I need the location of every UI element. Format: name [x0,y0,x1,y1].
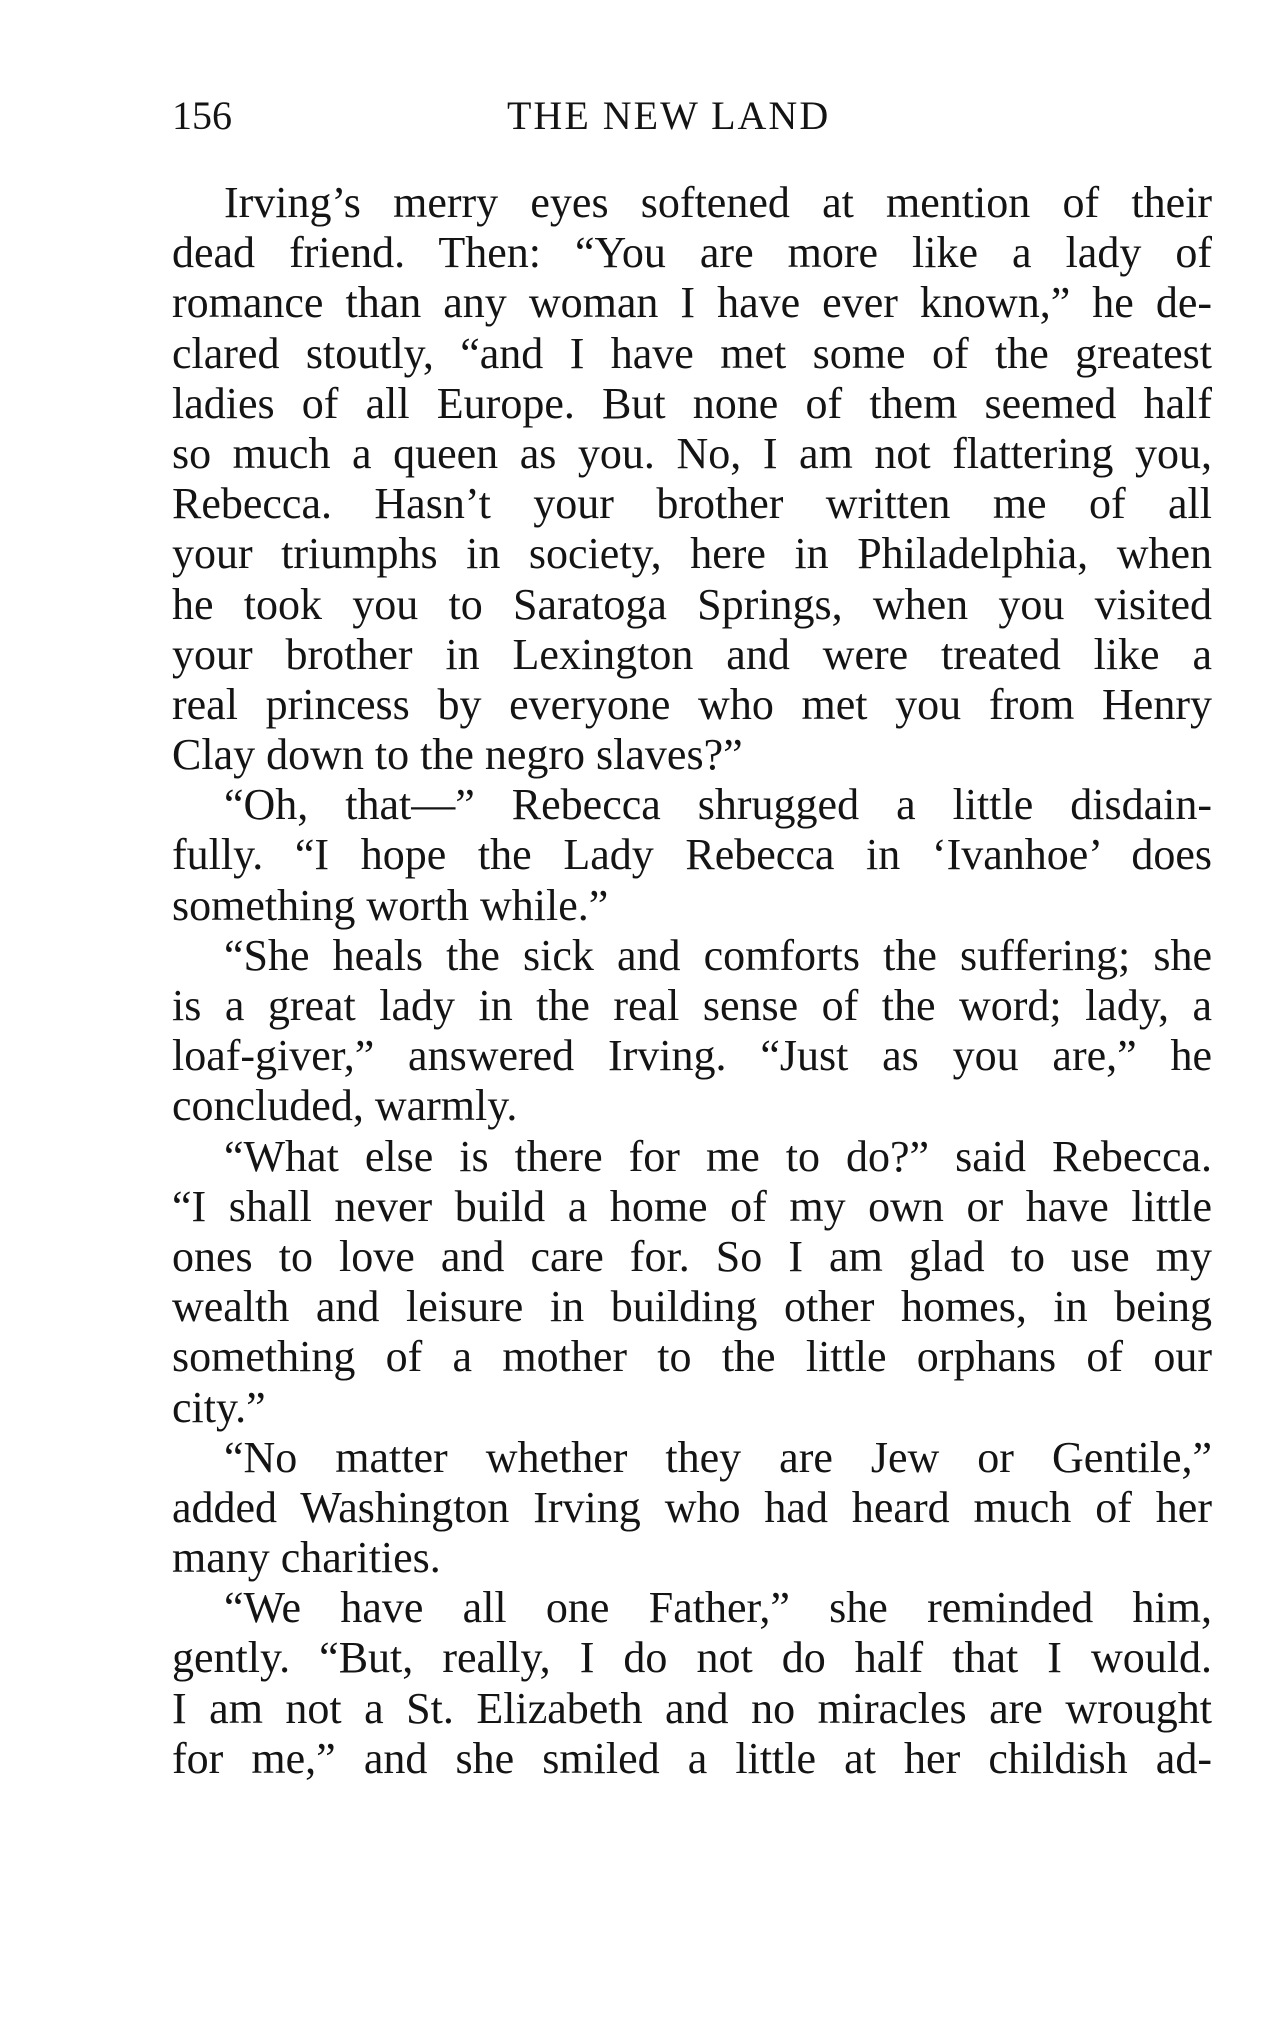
text-line: is a great lady in the real sense of the word; lady, a [172,981,1212,1030]
text-line: for me,” and she smiled a little at her childish ad- [172,1733,1212,1783]
text-line: I am not a St. Elizabeth and no miracles are wrought [172,1683,1212,1733]
text-line: “We have all one Father,” she reminded him, [224,1583,1212,1633]
text-line: Clay down to the negro slaves?” [172,730,743,780]
text-line: ones to love and care for. So I am glad to use my [172,1231,1212,1281]
text-line: loaf-giver,” answered Irving. “Just as you are,” he [172,1031,1212,1081]
text-line: clared stoutly, “and I have met some of the greatest [172,328,1212,378]
text-line: he took you to Saratoga Springs, when you visited [172,579,1212,629]
text-line: dead friend. Then: “You are more like a lady of [172,228,1212,278]
text-line: many charities. [172,1533,441,1583]
text-line: ladies of all Europe. But none of them seemed half [172,378,1212,428]
text-line: Irving’s merry eyes softened at mention of their [224,178,1212,227]
running-title: THE NEW LAND [507,93,831,138]
text-line: “She heals the sick and comforts the suffering; she [224,930,1212,980]
text-line: added Washington Irving who had heard much of her [172,1482,1212,1532]
text-line: wealth and leisure in building other homes, in being [172,1282,1212,1332]
text-line: your brother in Lexington and were treated like a [172,629,1212,679]
text-line: romance than any woman I have ever known,” he de- [172,278,1212,328]
text-line: real princess by everyone who met you from Henry [172,679,1212,729]
page-number: 156 [172,93,232,138]
text-line: your triumphs in society, here in Philadelphia, when [172,529,1212,579]
text-line: city.” [172,1382,266,1432]
text-line: Rebecca. Hasn’t your brother written me of all [172,479,1212,529]
text-line: “Oh, that—” Rebecca shrugged a little disdain- [224,780,1212,830]
text-line: “No matter whether they are Jew or Gentile,” [224,1432,1212,1482]
text-line: so much a queen as you. No, I am not flattering you, [172,428,1212,478]
text-line: “What else is there for me to do?” said Rebecca. [224,1131,1212,1181]
text-line: concluded, warmly. [172,1081,518,1131]
body-text [172,178,1212,1784]
text-line: something of a mother to the little orphans of our [172,1332,1212,1382]
text-line: fully. “I hope the Lady Rebecca in ‘Ivanhoe’ does [172,830,1212,880]
text-line: something worth while.” [172,880,609,930]
text-line: gently. “But, really, I do not do half that I would. [172,1633,1212,1683]
text-line: “I shall never build a home of my own or have little [172,1181,1212,1231]
page-header [172,88,1212,144]
